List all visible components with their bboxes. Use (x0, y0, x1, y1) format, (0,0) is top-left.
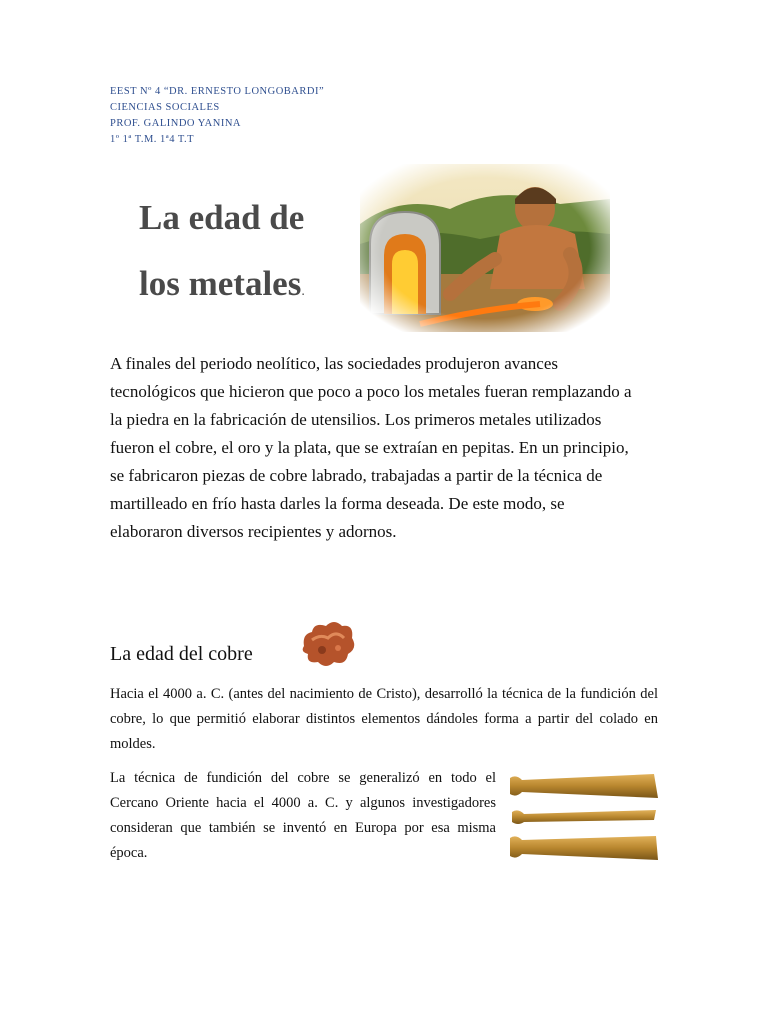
page-title (139, 185, 305, 325)
title-line-2: los metales (139, 264, 302, 303)
subject-name: CIENCIAS SOCIALES (110, 102, 220, 113)
teacher-name: PROF. GALINDO YANINA (110, 118, 241, 129)
copper-nugget-image (298, 616, 360, 670)
document-header (110, 84, 324, 148)
copper-tools-image (506, 768, 660, 866)
intro-paragraph: A finales del periodo neolítico, las sociedades produjeron avances tecnológicos que hicieron que poco a poco los metales fueran remplazando a la piedra en la fabricación de utensilios. Los primeros metales utilizados fueron el cobre, el oro y la plata, que se extraían en pepitas. En un principio, se fabricaron piezas de cobre labrado, trabajadas a partir de la técnica de martilleado en frío hasta darles la forma deseada. De este modo, se elaboraron diversos recipientes y adornos. (110, 354, 632, 541)
course-info: 1º 1ª T.M. 1ª4 T.T (110, 134, 195, 145)
body-paragraph-1: Hacia el 4000 a. C. (antes del nacimiento de Cristo), desarrolló la técnica de la fundición del cobre, lo que permitió elaborar distintos elementos dándoles forma a partir del colado en moldes. (110, 686, 658, 752)
body-paragraph-2: La técnica de fundición del cobre se generalizó en todo el Cercano Oriente hacia el 4000 a. C. y algunos investigadores consideran que también se inventó en Europa por esa misma época. (110, 770, 496, 861)
title-line-1: La edad de (139, 198, 305, 237)
school-name: EEST Nº 4 “DR. ERNESTO LONGOBARDI” (110, 86, 325, 97)
title-line-2-wrap (139, 251, 305, 325)
title-period: . (301, 284, 305, 299)
section-heading: La edad del cobre (110, 643, 253, 665)
smith-illustration (360, 164, 610, 332)
